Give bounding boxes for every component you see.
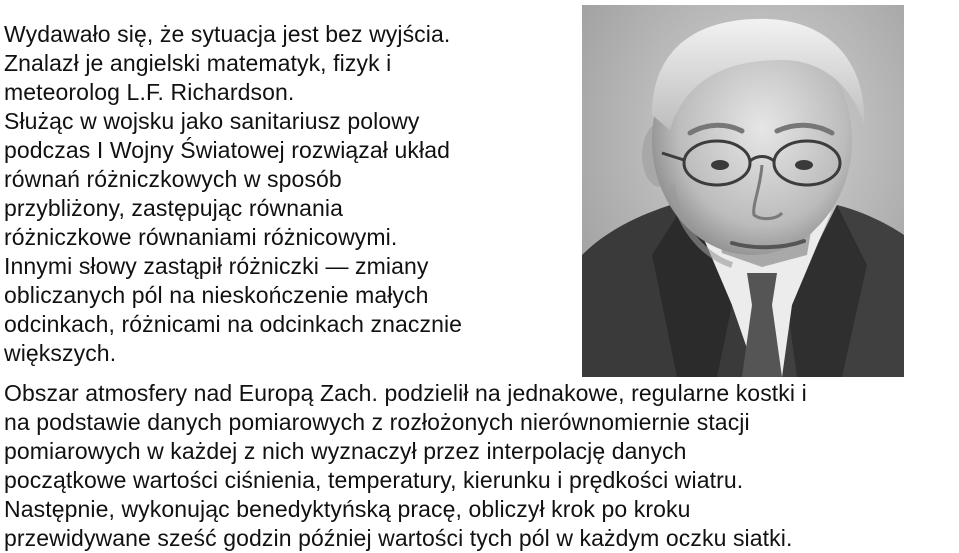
text-line: pomiarowych w każdej z nich wyznaczył przez interpolację danych (4, 438, 687, 464)
text-line: Innymi słowy zastąpił różniczki — zmiany (4, 253, 429, 279)
text-line: Obszar atmosfery nad Europą Zach. podzielił na jednakowe, regularne kostki i (4, 380, 807, 406)
text-line: Wydawało się, że sytuacja jest bez wyjścia. (4, 21, 451, 47)
text-line: Następnie, wykonując benedyktyńską pracę, obliczył krok po kroku (4, 496, 691, 522)
text-line: odcinkach, różnicami na odcinkach znacznie (4, 311, 463, 337)
text-line: Znalazł je angielski matematyk, fizyk i (4, 50, 392, 76)
intro-paragraph (4, 20, 574, 368)
text-line: większych. (4, 340, 117, 366)
text-line: meteorolog L.F. Richardson. (4, 79, 295, 105)
text-line: obliczanych pól na nieskończenie małych (4, 282, 429, 308)
text-line: podczas I Wojny Światowej rozwiązał układ (4, 137, 450, 163)
method-paragraph (4, 379, 956, 553)
text-line: Służąc w wojsku jako sanitariusz polowy (4, 108, 420, 134)
text-line: równań różniczkowych w sposób (4, 166, 342, 192)
portrait-photo (582, 5, 904, 377)
text-line: na podstawie danych pomiarowych z rozłożonych nierównomiernie stacji (4, 409, 750, 435)
text-line: przybliżony, zastępując równania (4, 195, 344, 221)
text-line: początkowe wartości ciśnienia, temperatury, kierunku i prędkości wiatru. (4, 467, 744, 493)
text-line: przewidywane sześć godzin później wartości tych pól w każdym oczku siatki. (4, 525, 793, 551)
text-line: różniczkowe równaniami różnicowymi. (4, 224, 398, 250)
